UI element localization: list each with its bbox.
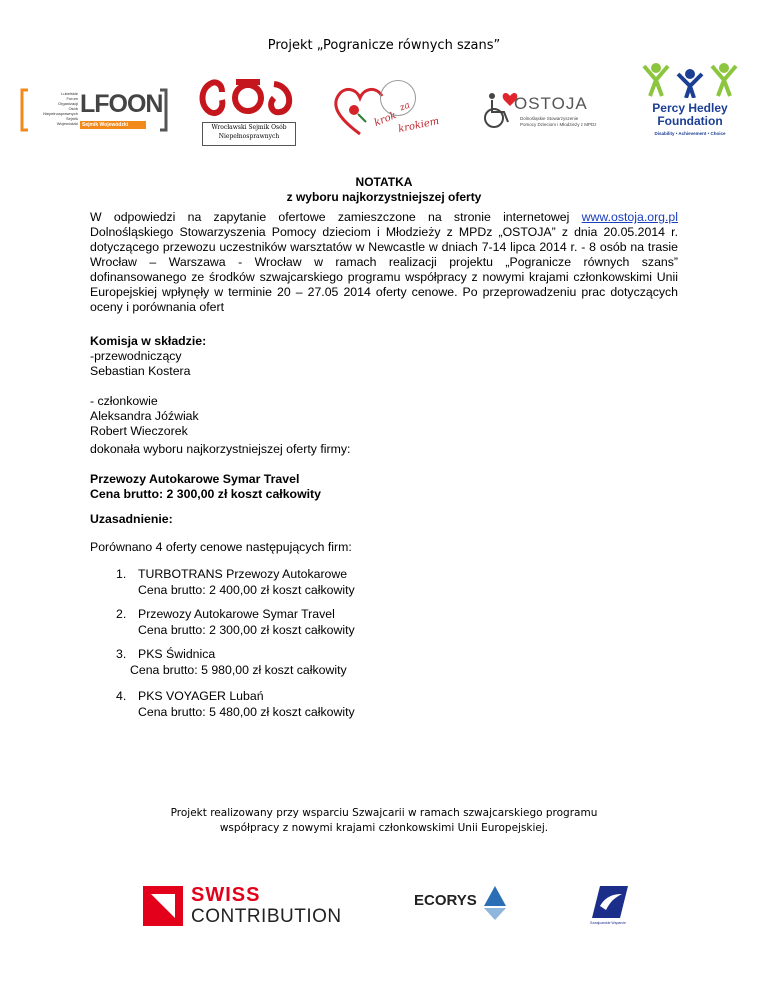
lfoon-side-line: Sejmik: [65, 116, 78, 121]
list-item: [116, 566, 355, 598]
offer-price: Cena brutto: 2 400,00 zł koszt całkowity: [138, 583, 355, 597]
offer-company: TURBOTRANS Przewozy Autokarowe: [138, 567, 348, 581]
member-name: Robert Wieczorek: [90, 424, 188, 438]
offer-price: Cena brutto: 2 300,00 zł koszt całkowity: [138, 623, 355, 637]
note-title-line2: z wyboru najkorzystniejszej oferty: [286, 190, 482, 204]
list-item: [116, 688, 355, 720]
ostoja-website-link[interactable]: www.ostoja.org.pl: [581, 210, 678, 224]
wsosn-caption-line: Niepełnosprawnych: [218, 133, 280, 140]
child-face-icon: [380, 80, 416, 116]
member-name: Aleksandra Jóźwiak: [90, 409, 199, 423]
wsosn-logo: [196, 74, 300, 146]
note-title-line1: NOTATKA: [355, 175, 413, 189]
percy-tagline: Disability • Achievement • Choice: [654, 131, 726, 136]
ostoja-sub-text: [520, 116, 597, 128]
chair-name: Sebastian Kostera: [90, 364, 191, 378]
chosen-offer-block: [90, 472, 678, 502]
members-block: [90, 394, 678, 439]
lfoon-side-line: Forum: [66, 96, 78, 101]
offer-company: PKS Świdnica: [138, 647, 216, 661]
third-partner-caption: Szwajcarskie Wsparcie: [590, 921, 626, 925]
wsosn-caption-box: [202, 122, 296, 146]
footer-line: współpracy z nowymi krajami członkowskimi Unii Europejskiej.: [219, 822, 549, 834]
list-item: [116, 646, 347, 678]
percy-hedley-name: [640, 102, 740, 128]
intro-paragraph: [90, 210, 678, 315]
krok-za-krokiem-logo: [330, 80, 450, 146]
chosen-price: Cena brutto: 2 300,00 zł koszt całkowity: [90, 487, 321, 501]
ostoja-sub-line: Dolnośląskie Stowarzyszenie: [520, 116, 579, 121]
offer-company: PKS VOYAGER Lubań: [138, 689, 264, 703]
lfoon-sub-text: Sejmik Wojewódzki: [82, 122, 129, 128]
ecorys-triangle-icon: [482, 884, 508, 922]
partner-logos-row: [0, 60, 768, 150]
krok-text-2: za: [398, 100, 412, 114]
note-title: [0, 175, 768, 205]
lfoon-side-line: Lubelskie: [61, 91, 78, 96]
footer-line: Projekt realizowany przy wsparciu Szwajcarii w ramach szwajcarskiego programu: [170, 807, 598, 819]
third-partner-logo: [586, 884, 630, 928]
swiss-contribution-logo: [143, 886, 343, 926]
swiss-text: SWISS: [191, 884, 261, 906]
choice-text: dokonała wyboru najkorzystniejszej oferty firmy:: [90, 442, 351, 456]
offer-price: Cena brutto: 5 980,00 zł koszt całkowity: [130, 663, 347, 677]
document-header-title: Projekt „Pogranicze równych szans”: [267, 38, 501, 53]
swiss-red-square: [143, 886, 183, 926]
percy-line: Percy Hedley: [652, 101, 728, 115]
lfoon-logo: [20, 88, 168, 132]
krok-text-1: krok: [372, 110, 399, 129]
commission-heading: Komisja w składzie:: [90, 334, 207, 348]
lfoon-main-text: LFOON: [80, 90, 163, 118]
chair-label: -przewodniczący: [90, 349, 182, 363]
people-figures-icon: [640, 60, 740, 98]
chosen-company: Przewozy Autokarowe Symar Travel: [90, 472, 300, 486]
swiss-triangle-icon: [143, 886, 183, 926]
funding-footer: [0, 806, 768, 836]
list-item: [116, 606, 355, 638]
intro-text-part2: Dolnośląskiego Stowarzyszenia Pomocy dzieciom i Młodzieży z MPDz „OSTOJA” z dnia 20.05.2014 r. dotyczącego przewozu uczestników warsztatów w Newcastle w dniach 7-14 lipca 2014 r. - 8 osób na trasie Wrocław – Warszawa - Wrocław w ramach realizacji projektu „Pogranicze równych szans” dofinansowanego ze środków szwajcarskiego programu współpracy z nowymi krajami członkowskimi Unii Europejskiej wpłynęły w terminie 20 – 27.05 2014 oferty cenowe. Po przeprowadzeniu prac dotyczących oceny i porównania ofert: [90, 225, 678, 314]
percy-hedley-logo: [640, 60, 740, 142]
percy-line: Foundation: [657, 114, 723, 128]
offer-price: Cena brutto: 5 480,00 zł koszt całkowity: [138, 705, 355, 719]
lfoon-side-text: [30, 91, 78, 126]
ostoja-logo: [480, 88, 610, 132]
lfoon-side-line: Organizacji: [57, 101, 78, 106]
ecorys-text: ECORYS: [414, 892, 477, 909]
justification-heading: Uzasadnienie:: [90, 512, 173, 526]
contribution-text: CONTRIBUTION: [191, 906, 342, 927]
lfoon-side-line: Wojewódzki: [56, 121, 78, 126]
lfoon-side-line: Niepełnosprawnych: [43, 111, 78, 116]
krok-text-3: krokiem: [397, 115, 441, 136]
commission-block: [90, 334, 678, 379]
offer-number: 1.: [116, 567, 127, 581]
offer-number: 4.: [116, 689, 127, 703]
justification-text: Porównano 4 oferty cenowe następujących firm:: [90, 540, 352, 554]
intro-text-part1: W odpowiedzi na zapytanie ofertowe zamieszczone na stronie internetowej: [90, 210, 582, 224]
ecorys-logo: [414, 884, 514, 924]
ostoja-main-text: OSTOJA: [514, 94, 588, 113]
offer-company: Przewozy Autokarowe Symar Travel: [138, 607, 335, 621]
lfoon-side-line: Osób: [68, 106, 78, 111]
ostoja-sub-line: Pomocy Dzieciom i Młodzieży z MPDz: [520, 122, 597, 127]
offer-number: 3.: [116, 647, 127, 661]
bird-emblem-icon: [586, 884, 630, 920]
wsosn-emblem-icon: [196, 74, 300, 120]
offer-number: 2.: [116, 607, 127, 621]
justification-heading-wrap: [90, 512, 678, 527]
wsosn-caption-line: Wrocławski Sejmik Osób: [211, 124, 287, 131]
members-label: - członkowie: [90, 394, 158, 408]
